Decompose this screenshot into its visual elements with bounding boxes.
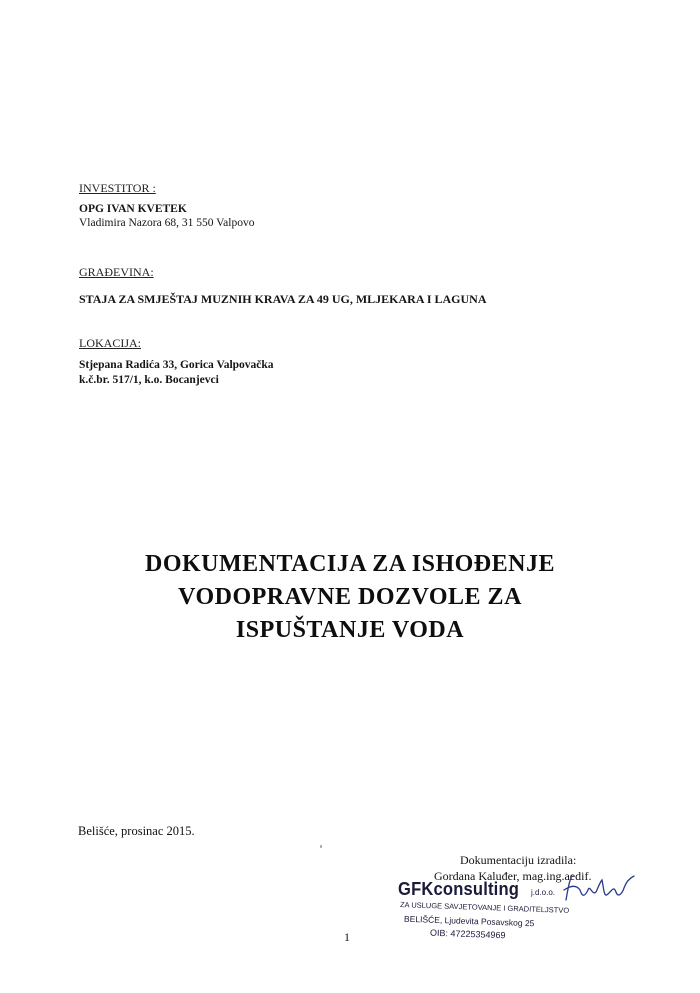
page-number: 1 [344,930,350,944]
place-date: Belišće, prosinac 2015. [78,824,195,838]
investor-address: Vladimira Nazora 68, 31 550 Valpovo [79,217,255,229]
stamp-line-2: BELIŠĆE, Ljudevita Posavskog 25 [403,913,535,929]
stamp-company-suffix: j.d.o.o. [531,888,556,897]
prepared-by-author: Gordana Kaluđer, mag.ing.aedif. [434,869,592,883]
investor-name: OPG IVAN KVETEK [79,203,187,215]
handwritten-signature [560,870,640,910]
stamp-line-3: OIB: 47225354969 [429,927,506,941]
location-parcel: k.č.br. 517/1, k.o. Bocanjevci [79,374,219,386]
location-address: Stjepana Radića 33, Gorica Valpovačka [79,359,274,371]
title-line-2: VODOPRAVNE DOZVOLE ZA [178,584,522,610]
title-line-1: DOKUMENTACIJA ZA ISHOĐENJE [145,551,555,577]
document-title [0,548,700,647]
prepared-by-label: Dokumentaciju izradila: [460,853,577,867]
location-label: LOKACIJA: [79,336,141,350]
stamp-line-1: ZA USLUGE SAVJETOVANJE I GRADITELJSTVO [399,900,570,915]
scan-speck [320,845,322,848]
investor-label: INVESTITOR : [79,181,156,195]
stamp-company-name: GFKconsulting [398,879,520,899]
title-line-3: ISPUŠTANJE VODA [235,617,465,643]
building-label: GRAĐEVINA: [79,265,154,279]
building-description: STAJA ZA SMJEŠTAJ MUZNIH KRAVA ZA 49 UG, MLJEKARA I LAGUNA [79,292,487,306]
